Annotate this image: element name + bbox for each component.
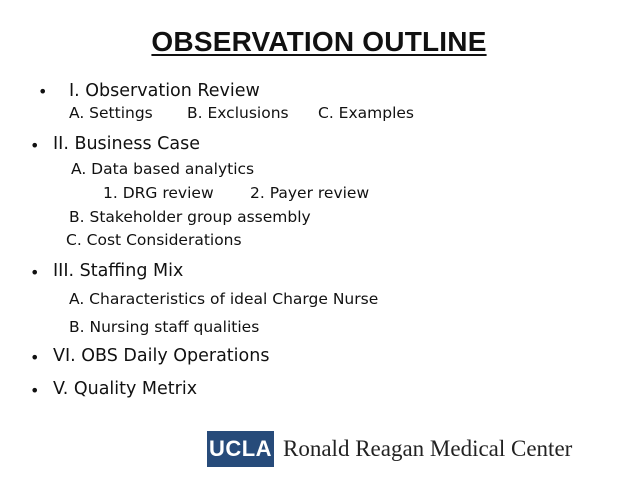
- bullet-1: •: [38, 82, 48, 101]
- sub-item-payer-review: 2. Payer review: [250, 184, 370, 202]
- sub-item-stakeholder-group: B. Stakeholder group assembly: [69, 208, 311, 226]
- ucla-logo-box: UCLA: [207, 431, 274, 467]
- sub-item-cost-considerations: C. Cost Considerations: [66, 231, 242, 249]
- sub-item-drg-review: 1. DRG review: [103, 184, 214, 202]
- outline-item-business-case: II. Business Case: [53, 134, 201, 154]
- bullet-4: •: [30, 348, 40, 367]
- sub-item-nursing-staff: B. Nursing staff qualities: [69, 318, 260, 336]
- slide-title: OBSERVATION OUTLINE: [151, 26, 487, 57]
- sub-item-charge-nurse: A. Characteristics of ideal Charge Nurse: [69, 290, 379, 308]
- outline-item-observation-review: I. Observation Review: [69, 81, 260, 101]
- sub-item-exclusions: B. Exclusions: [187, 104, 289, 122]
- outline-item-daily-operations: VI. OBS Daily Operations: [53, 346, 270, 366]
- sub-item-data-based-analytics: A. Data based analytics: [71, 160, 255, 178]
- bullet-3: •: [30, 263, 40, 282]
- ucla-ronald-reagan-logo: [207, 431, 572, 467]
- bullet-2: •: [30, 136, 40, 155]
- bullet-5: •: [30, 381, 40, 400]
- sub-item-settings: A. Settings: [69, 104, 153, 122]
- sub-item-examples: C. Examples: [318, 104, 414, 122]
- outline-item-quality-metrix: V. Quality Metrix: [53, 379, 198, 399]
- medical-center-name: Ronald Reagan Medical Center: [283, 436, 573, 461]
- outline-item-staffing-mix: III. Staffing Mix: [53, 261, 184, 281]
